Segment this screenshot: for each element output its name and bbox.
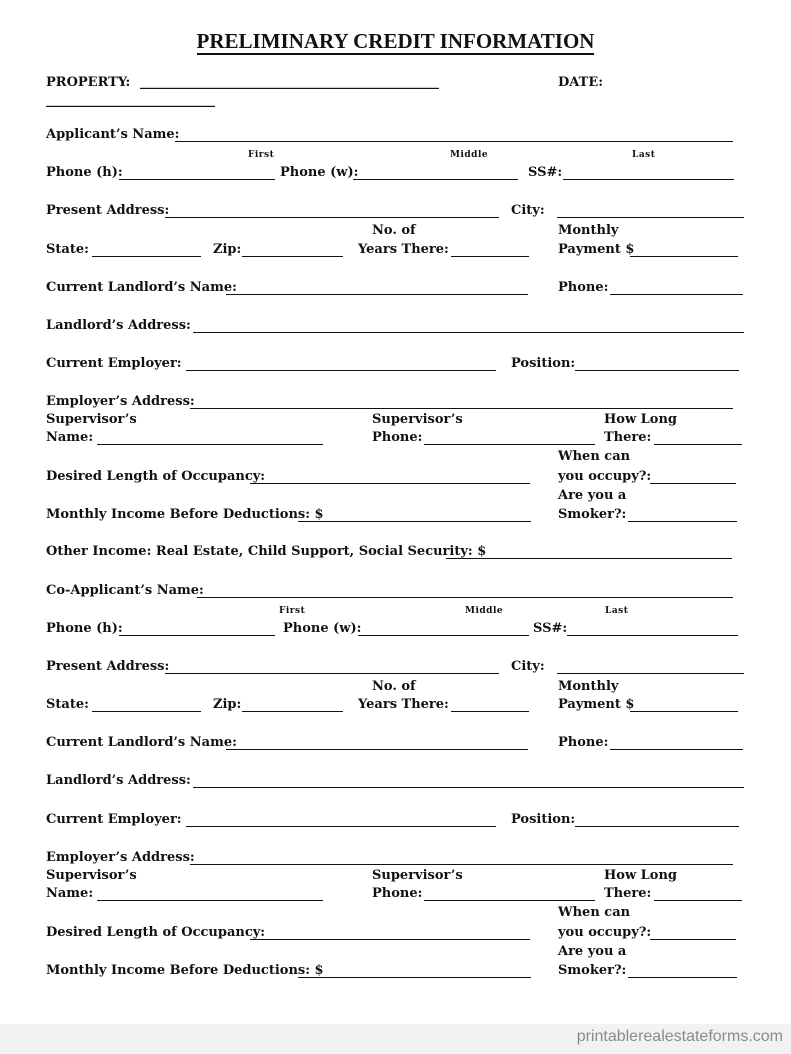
co-monthly-income-field[interactable] bbox=[298, 977, 531, 978]
co-smoker-field[interactable] bbox=[628, 977, 737, 978]
co-landlord-name-field[interactable] bbox=[226, 749, 528, 750]
co-current-employer-field[interactable] bbox=[186, 826, 496, 827]
landlord-address-label: Landlord’s Address: bbox=[46, 318, 191, 333]
landlord-name-label: Current Landlord’s Name: bbox=[46, 280, 237, 295]
footer-bar bbox=[0, 1024, 791, 1054]
zip-label: Zip: bbox=[213, 242, 242, 257]
are-you-a-caption: Are you a bbox=[558, 488, 627, 503]
current-employer-field[interactable] bbox=[186, 370, 496, 371]
co-current-employer-label: Current Employer: bbox=[46, 812, 182, 827]
monthly-income-field[interactable] bbox=[298, 521, 531, 522]
smoker-field[interactable] bbox=[628, 521, 737, 522]
co-how-long-there-label: There: bbox=[604, 886, 652, 901]
date-field[interactable]: __________________________ bbox=[46, 93, 215, 108]
desired-length-label: Desired Length of Occupancy: bbox=[46, 469, 266, 484]
co-ss-field[interactable] bbox=[567, 635, 738, 636]
position-field[interactable] bbox=[575, 370, 739, 371]
state-label: State: bbox=[46, 242, 89, 257]
last-name-caption: Last bbox=[632, 150, 656, 160]
co-state-label: State: bbox=[46, 697, 89, 712]
co-desired-length-label: Desired Length of Occupancy: bbox=[46, 925, 266, 940]
you-occupy-label: you occupy?: bbox=[558, 469, 652, 484]
co-middle-name-caption: Middle bbox=[465, 606, 504, 616]
co-payment-field[interactable] bbox=[630, 711, 738, 712]
co-landlord-phone-field[interactable] bbox=[610, 749, 743, 750]
desired-length-field[interactable] bbox=[250, 483, 530, 484]
landlord-phone-label: Phone: bbox=[558, 280, 609, 295]
co-supervisor-phone-field[interactable] bbox=[424, 900, 595, 901]
co-are-you-a-caption: Are you a bbox=[558, 944, 627, 959]
monthly-income-label: Monthly Income Before Deductions: $ bbox=[46, 507, 324, 522]
employer-address-field[interactable] bbox=[190, 408, 733, 409]
when-can-caption: When can bbox=[558, 449, 631, 464]
co-supervisor-name-label: Name: bbox=[46, 886, 94, 901]
landlord-name-field[interactable] bbox=[226, 294, 528, 295]
property-label: PROPERTY: bbox=[46, 75, 131, 90]
monthly-label: Monthly bbox=[558, 223, 619, 238]
applicant-name-field[interactable] bbox=[175, 141, 733, 142]
work-phone-field[interactable] bbox=[353, 179, 518, 180]
co-how-long-caption: How Long bbox=[604, 868, 678, 883]
present-address-field[interactable] bbox=[165, 217, 499, 218]
you-occupy-field[interactable] bbox=[650, 483, 736, 484]
co-home-phone-label: Phone (h): bbox=[46, 621, 123, 636]
co-how-long-there-field[interactable] bbox=[654, 900, 742, 901]
landlord-phone-field[interactable] bbox=[610, 294, 743, 295]
co-position-label: Position: bbox=[511, 812, 576, 827]
landlord-address-field[interactable] bbox=[193, 332, 744, 333]
ss-field[interactable] bbox=[563, 179, 734, 180]
current-employer-label: Current Employer: bbox=[46, 356, 182, 371]
co-position-field[interactable] bbox=[575, 826, 739, 827]
property-field[interactable]: ______________________________________________ bbox=[140, 75, 439, 90]
co-supervisor-name-field[interactable] bbox=[97, 900, 323, 901]
co-landlord-phone-label: Phone: bbox=[558, 735, 609, 750]
date-label: DATE: bbox=[558, 75, 604, 90]
zip-field[interactable] bbox=[242, 256, 343, 257]
co-ss-label: SS#: bbox=[533, 621, 568, 636]
co-last-name-caption: Last bbox=[605, 606, 629, 616]
how-long-there-label: There: bbox=[604, 430, 652, 445]
co-years-there-label: Years There: bbox=[358, 697, 449, 712]
co-landlord-name-label: Current Landlord’s Name: bbox=[46, 735, 237, 750]
middle-name-caption: Middle bbox=[450, 150, 489, 160]
co-when-can-caption: When can bbox=[558, 905, 631, 920]
co-work-phone-label: Phone (w): bbox=[283, 621, 362, 636]
employer-address-label: Employer’s Address: bbox=[46, 394, 195, 409]
co-supervisor-phone-label: Phone: bbox=[372, 886, 423, 901]
city-field[interactable] bbox=[557, 217, 744, 218]
form-title: PRELIMINARY CREDIT INFORMATION bbox=[196, 29, 595, 53]
co-city-label: City: bbox=[511, 659, 545, 674]
watermark: printablerealestateforms.com bbox=[576, 1028, 783, 1045]
co-monthly-label: Monthly bbox=[558, 679, 619, 694]
co-applicant-name-field[interactable] bbox=[197, 597, 733, 598]
co-supervisor-name-caption: Supervisor’s bbox=[46, 868, 137, 883]
co-you-occupy-field[interactable] bbox=[650, 939, 736, 940]
co-city-field[interactable] bbox=[557, 673, 744, 674]
co-applicant-name-label: Co-Applicant’s Name: bbox=[46, 583, 204, 598]
no-of-label: No. of bbox=[372, 223, 416, 238]
present-address-label: Present Address: bbox=[46, 203, 170, 218]
co-work-phone-field[interactable] bbox=[358, 635, 529, 636]
payment-label: Payment $ bbox=[558, 242, 635, 257]
years-there-field[interactable] bbox=[451, 256, 529, 257]
co-landlord-address-field[interactable] bbox=[193, 787, 744, 788]
supervisor-name-caption: Supervisor’s bbox=[46, 412, 137, 427]
home-phone-label: Phone (h): bbox=[46, 165, 123, 180]
co-present-address-field[interactable] bbox=[165, 673, 499, 674]
supervisor-name-field[interactable] bbox=[97, 444, 323, 445]
co-landlord-address-label: Landlord’s Address: bbox=[46, 773, 191, 788]
applicant-name-label: Applicant’s Name: bbox=[46, 127, 180, 142]
co-smoker-label: Smoker?: bbox=[558, 963, 627, 978]
co-desired-length-field[interactable] bbox=[250, 939, 530, 940]
other-income-label: Other Income: Real Estate, Child Support, Social Security: $ bbox=[46, 544, 487, 559]
co-state-field[interactable] bbox=[92, 711, 201, 712]
payment-field[interactable] bbox=[630, 256, 738, 257]
co-zip-field[interactable] bbox=[242, 711, 343, 712]
supervisor-phone-label: Phone: bbox=[372, 430, 423, 445]
home-phone-field[interactable] bbox=[119, 179, 275, 180]
co-first-name-caption: First bbox=[279, 606, 306, 616]
co-employer-address-field[interactable] bbox=[190, 864, 733, 865]
first-name-caption: First bbox=[248, 150, 275, 160]
state-field[interactable] bbox=[92, 256, 201, 257]
supervisor-name-label: Name: bbox=[46, 430, 94, 445]
co-you-occupy-label: you occupy?: bbox=[558, 925, 652, 940]
how-long-there-field[interactable] bbox=[654, 444, 742, 445]
co-no-of-label: No. of bbox=[372, 679, 416, 694]
co-zip-label: Zip: bbox=[213, 697, 242, 712]
co-monthly-income-label: Monthly Income Before Deductions: $ bbox=[46, 963, 324, 978]
supervisor-phone-field[interactable] bbox=[424, 444, 595, 445]
work-phone-label: Phone (w): bbox=[280, 165, 359, 180]
city-label: City: bbox=[511, 203, 545, 218]
smoker-label: Smoker?: bbox=[558, 507, 627, 522]
other-income-field[interactable] bbox=[446, 558, 732, 559]
co-supervisor-phone-caption: Supervisor’s bbox=[372, 868, 463, 883]
co-years-there-field[interactable] bbox=[451, 711, 529, 712]
supervisor-phone-caption: Supervisor’s bbox=[372, 412, 463, 427]
position-label: Position: bbox=[511, 356, 576, 371]
years-there-label: Years There: bbox=[358, 242, 449, 257]
co-present-address-label: Present Address: bbox=[46, 659, 170, 674]
how-long-caption: How Long bbox=[604, 412, 678, 427]
ss-label: SS#: bbox=[528, 165, 563, 180]
co-payment-label: Payment $ bbox=[558, 697, 635, 712]
co-employer-address-label: Employer’s Address: bbox=[46, 850, 195, 865]
co-home-phone-field[interactable] bbox=[119, 635, 275, 636]
